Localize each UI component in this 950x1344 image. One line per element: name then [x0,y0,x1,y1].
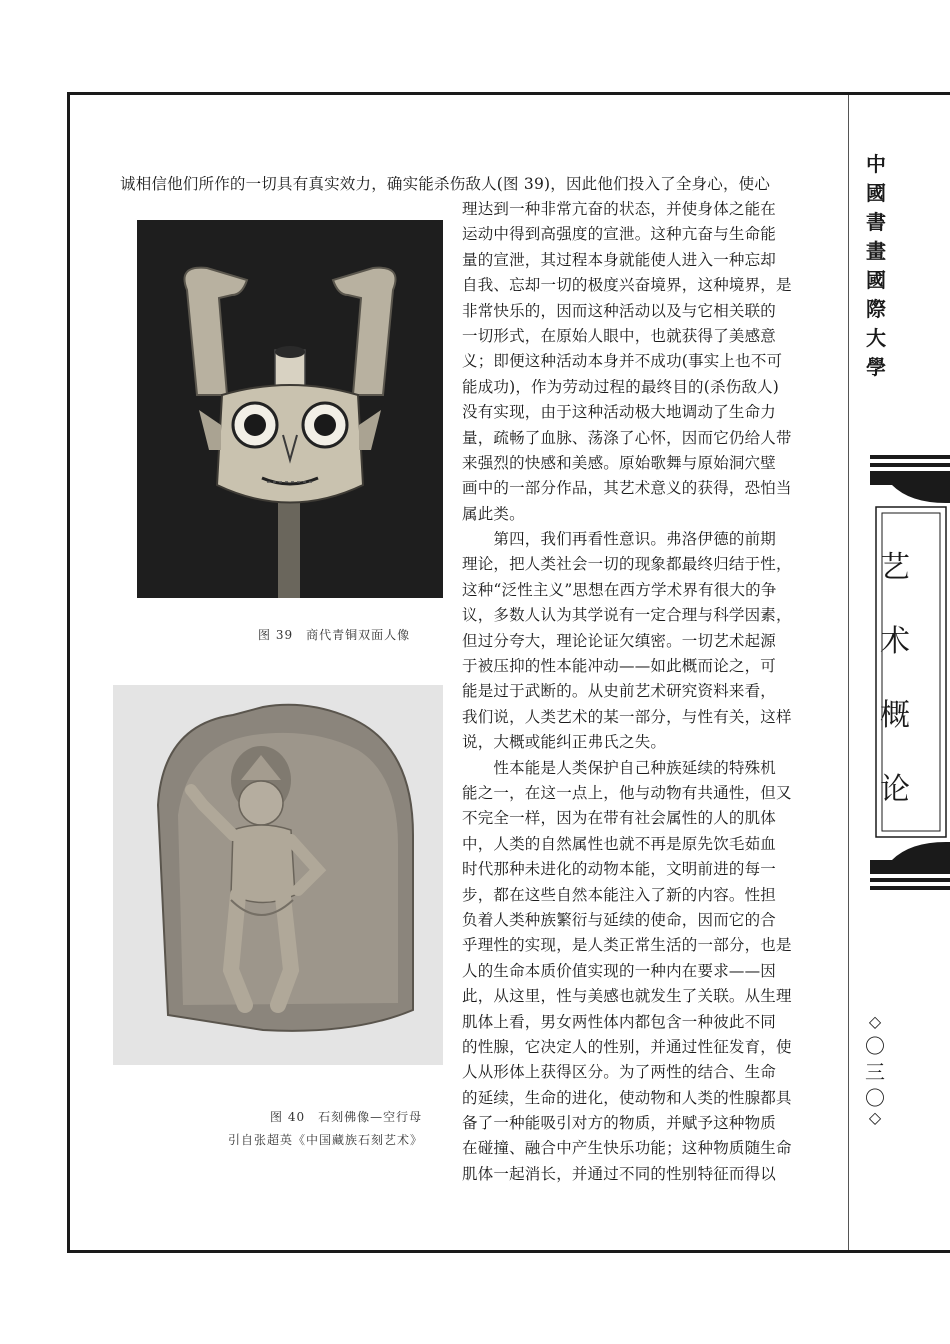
school-title-char: 畫 [866,239,886,263]
body-line: 的延续，生命的进化，使动物和人类的性腺都具 [462,1088,792,1107]
page-number-char: ◇ [868,1012,882,1031]
body-line: 的性腺，它决定人的性别，并通过性征发育，使 [462,1037,792,1056]
page-number-char: 〇 [865,1034,885,1058]
figure-40-photo [113,685,443,1065]
body-line: 备了一种能吸引对方的物质，并赋予这种物质 [462,1114,777,1133]
school-title-char: 國 [866,181,886,205]
school-title-char: 書 [866,210,886,234]
frame-left-border [67,92,70,1253]
body-line: 理论，把人类社会一切的现象都最终归结于性， [462,555,792,574]
body-line: 自我、忘却一切的极度兴奋境界，这种境界，是 [462,276,792,295]
body-text-column [462,197,807,1187]
body-line: 能之一，在这一点上，他与动物有共通性，但又 [462,783,792,802]
side-divider-line [848,95,849,1250]
body-line: 这种“泛性主义”思想在西方学术界有很大的争 [462,580,777,599]
frame-top-border [67,92,950,95]
body-line: 能是过于武断的。从史前艺术研究资料来看， [462,682,777,701]
body-line: 人的生命本质价值实现的一种内在要求——因 [462,961,777,980]
page-number-char: 三 [865,1060,885,1084]
body-line: 来强烈的快感和美感。原始歌舞与原始洞穴壁 [462,453,777,472]
body-line: 不完全一样，因为在带有社会属性的人的肌体 [462,809,777,828]
body-line: 没有实现，由于这种活动极大地调动了生命力 [462,403,777,422]
school-title-char: 際 [866,297,886,321]
book-title-char: 论 [880,772,910,807]
body-line: 第四，我们再看性意识。弗洛伊德的前期 [462,530,777,549]
body-line: 量，疏畅了血脉、荡涤了心怀，因而它仍给人带 [462,428,792,447]
page-number-char: 〇 [865,1086,885,1110]
body-line: 此，从这里，性与美感也就发生了关联。从生理 [462,987,792,1006]
book-title-char: 概 [880,698,910,733]
body-line: 在碰撞、融合中产生快乐功能；这种物质随生命 [462,1139,792,1158]
school-title-char: 大 [866,326,886,350]
body-line: 义；即便这种活动本身并不成功(事实上也不可 [462,352,783,371]
body-first-line: 诚相信他们所作的一切具有真实效力，确实能杀伤敌人(图 39)，因此他们投入了全身心，使心 [120,175,771,193]
body-line: 量的宣泄，其过程本身就能使人进入一种忘却 [462,250,777,269]
body-line: 人从形体上获得区分。为了两性的结合、生命 [462,1063,777,1082]
school-title-char: 國 [866,268,886,292]
book-title-ornament [862,455,950,890]
body-line: 议，多数人认为其学说有一定合理与科学因素， [462,606,792,625]
school-title-char: 學 [866,355,886,379]
body-line: 负着人类种族繁衍与延续的使命，因而它的合 [462,910,777,929]
body-line: 性本能是人类保护自己种族延续的特殊机 [462,758,777,777]
body-line: 乎理性的实现，是人类正常生活的一部分，也是 [462,936,792,955]
figure-39-photo [137,220,443,598]
body-line: 步，都在这些自然本能注入了新的内容。性担 [462,885,777,904]
body-line: 理达到一种非常亢奋的状态，并使身体之能在 [462,200,777,218]
book-title-char: 术 [880,624,910,659]
body-line: 一切形式，在原始人眼中，也就获得了美感意 [462,326,777,345]
body-line: 画中的一部分作品，其艺术意义的获得，恐怕当 [462,479,792,498]
figure-40-caption-title: 图 40 石刻佛像—空行母 [270,1110,423,1124]
body-line: 属此类。 [462,504,525,523]
body-line: 肌体一起消长，并通过不同的性别特征而得以 [462,1164,777,1183]
figure-40-caption-source: 引自张超英《中国藏族石刻艺术》 [228,1133,424,1147]
frame-bottom-border [67,1250,950,1253]
body-line: 肌体上看，男女两性体内都包含一种彼此不同 [462,1012,777,1031]
school-title-char: 中 [866,152,886,176]
body-line: 能成功)，作为劳动过程的最终目的(杀伤敌人) [462,377,780,396]
book-title-char: 艺 [880,550,910,585]
body-line: 非常快乐的，因而这种活动以及与它相关联的 [462,301,777,320]
body-line: 运动中得到高强度的宣泄。这种亢奋与生命能 [462,225,777,244]
body-line: 于被压抑的性本能冲动——如此概而论之，可 [462,657,777,676]
page-number-char: ◇ [868,1108,882,1127]
body-line: 中，人类的自然属性也就不再是原先饮毛茹血 [462,834,777,853]
figure-39-caption: 图 39 商代青铜双面人像 [258,628,411,642]
body-line: 但过分夸大，理论论证欠缜密。一切艺术起源 [462,631,777,650]
body-line: 时代那种未进化的动物本能，文明前进的每一 [462,860,777,879]
body-line: 我们说，人类艺术的某一部分，与性有关，这样 [462,707,792,726]
body-line: 说，大概或能纠正弗氏之失。 [462,733,667,752]
